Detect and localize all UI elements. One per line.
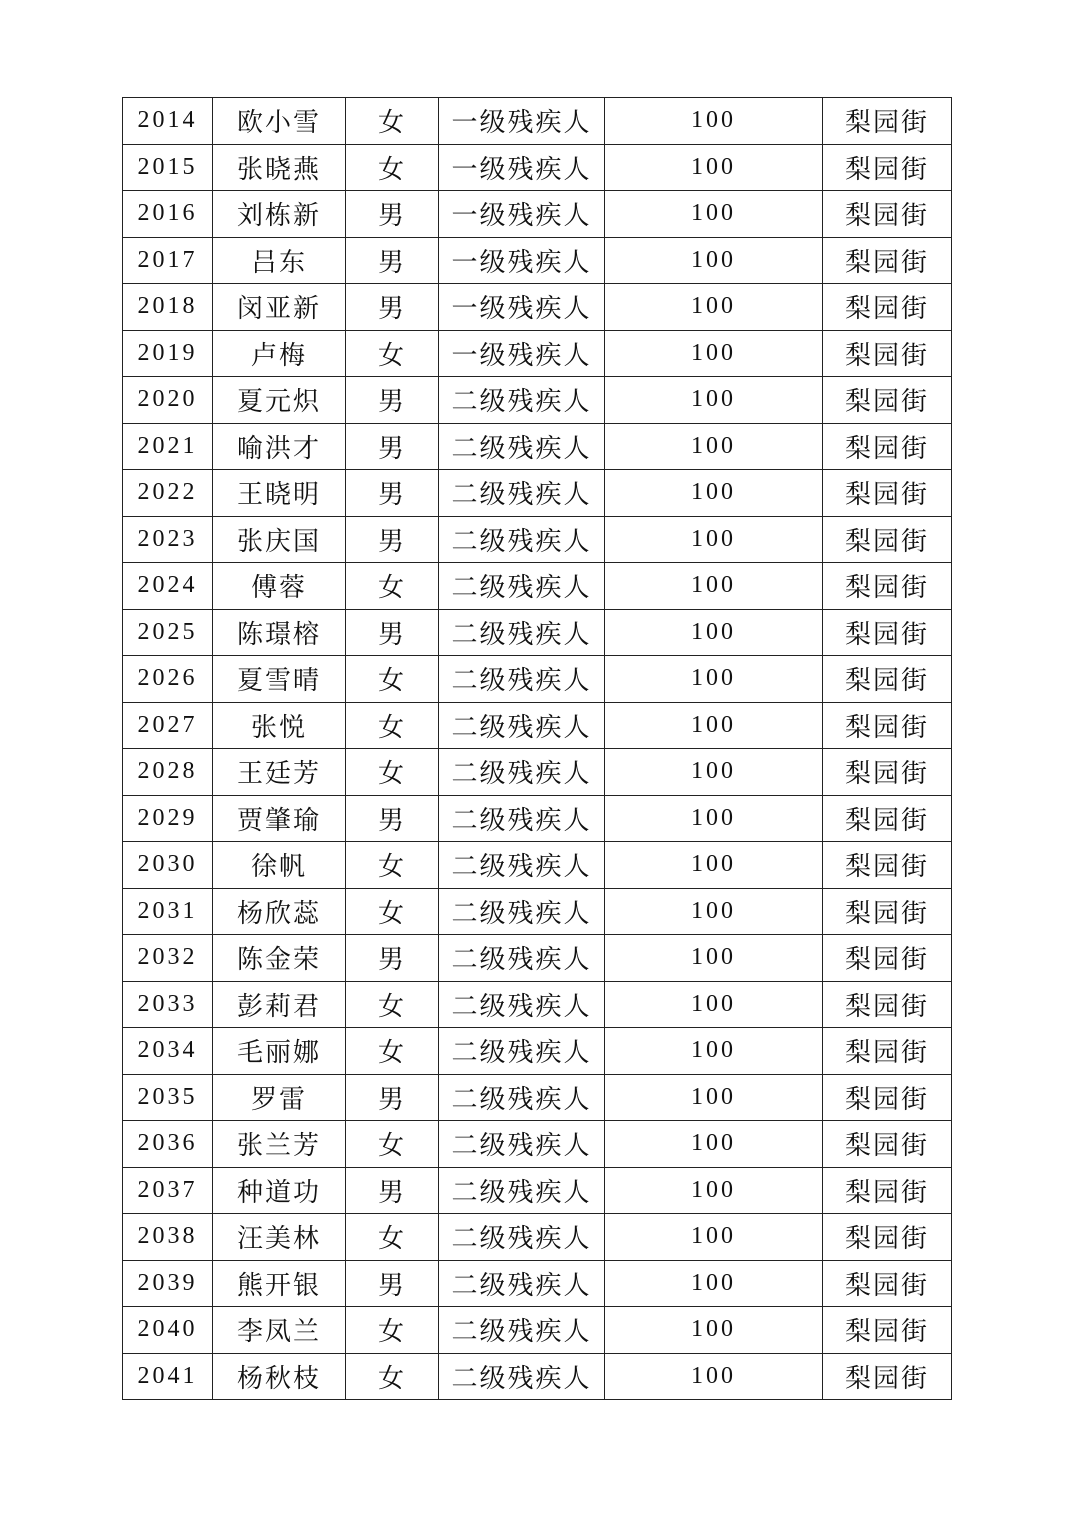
cell-level: 二级残疾人 (439, 470, 605, 517)
cell-level: 二级残疾人 (439, 795, 605, 842)
cell-amount: 100 (605, 330, 823, 377)
cell-amount: 100 (605, 935, 823, 982)
cell-amount: 100 (605, 1167, 823, 1214)
cell-name: 张悦 (213, 702, 346, 749)
cell-level: 一级残疾人 (439, 284, 605, 331)
cell-level: 一级残疾人 (439, 191, 605, 238)
cell-id: 2014 (123, 98, 213, 145)
cell-name: 张兰芳 (213, 1121, 346, 1168)
cell-gender: 女 (346, 1121, 439, 1168)
cell-gender: 男 (346, 935, 439, 982)
cell-street: 梨园街 (823, 795, 952, 842)
cell-street: 梨园街 (823, 423, 952, 470)
cell-name: 杨欣蕊 (213, 888, 346, 935)
cell-level: 二级残疾人 (439, 1167, 605, 1214)
cell-name: 卢梅 (213, 330, 346, 377)
table-row (123, 423, 952, 470)
cell-amount: 100 (605, 656, 823, 703)
table-row (123, 1167, 952, 1214)
roster-table (122, 97, 952, 1400)
cell-id: 2015 (123, 144, 213, 191)
cell-street: 梨园街 (823, 377, 952, 424)
table-row (123, 888, 952, 935)
cell-name: 欧小雪 (213, 98, 346, 145)
cell-amount: 100 (605, 377, 823, 424)
cell-gender: 男 (346, 191, 439, 238)
cell-level: 二级残疾人 (439, 842, 605, 889)
cell-level: 二级残疾人 (439, 1074, 605, 1121)
cell-name: 张庆国 (213, 516, 346, 563)
cell-id: 2041 (123, 1353, 213, 1400)
cell-gender: 女 (346, 888, 439, 935)
cell-gender: 男 (346, 237, 439, 284)
cell-gender: 女 (346, 330, 439, 377)
cell-id: 2036 (123, 1121, 213, 1168)
cell-id: 2033 (123, 981, 213, 1028)
cell-amount: 100 (605, 144, 823, 191)
table-row (123, 330, 952, 377)
cell-level: 二级残疾人 (439, 1028, 605, 1075)
table-row (123, 1307, 952, 1354)
cell-gender: 女 (346, 1353, 439, 1400)
cell-name: 毛丽娜 (213, 1028, 346, 1075)
cell-gender: 女 (346, 1307, 439, 1354)
table-row (123, 609, 952, 656)
cell-id: 2039 (123, 1260, 213, 1307)
cell-id: 2037 (123, 1167, 213, 1214)
cell-street: 梨园街 (823, 144, 952, 191)
cell-amount: 100 (605, 981, 823, 1028)
cell-name: 贾肇瑜 (213, 795, 346, 842)
cell-name: 喻洪才 (213, 423, 346, 470)
cell-street: 梨园街 (823, 1353, 952, 1400)
cell-gender: 男 (346, 1260, 439, 1307)
cell-amount: 100 (605, 470, 823, 517)
cell-gender: 男 (346, 609, 439, 656)
cell-id: 2034 (123, 1028, 213, 1075)
cell-level: 二级残疾人 (439, 981, 605, 1028)
cell-amount: 100 (605, 1307, 823, 1354)
cell-gender: 男 (346, 377, 439, 424)
cell-level: 二级残疾人 (439, 377, 605, 424)
cell-amount: 100 (605, 795, 823, 842)
cell-id: 2031 (123, 888, 213, 935)
cell-level: 一级残疾人 (439, 237, 605, 284)
cell-level: 一级残疾人 (439, 98, 605, 145)
cell-gender: 女 (346, 842, 439, 889)
cell-level: 二级残疾人 (439, 516, 605, 563)
cell-street: 梨园街 (823, 609, 952, 656)
cell-name: 王晓明 (213, 470, 346, 517)
cell-street: 梨园街 (823, 1121, 952, 1168)
table-row (123, 795, 952, 842)
cell-street: 梨园街 (823, 563, 952, 610)
cell-name: 吕东 (213, 237, 346, 284)
cell-gender: 男 (346, 516, 439, 563)
cell-id: 2028 (123, 749, 213, 796)
cell-street: 梨园街 (823, 749, 952, 796)
cell-gender: 男 (346, 795, 439, 842)
cell-gender: 女 (346, 702, 439, 749)
table-row (123, 842, 952, 889)
cell-gender: 女 (346, 144, 439, 191)
cell-street: 梨园街 (823, 1214, 952, 1261)
cell-street: 梨园街 (823, 1260, 952, 1307)
table-row (123, 98, 952, 145)
cell-level: 二级残疾人 (439, 749, 605, 796)
cell-gender: 女 (346, 1028, 439, 1075)
table-row (123, 1214, 952, 1261)
cell-amount: 100 (605, 191, 823, 238)
cell-street: 梨园街 (823, 702, 952, 749)
cell-level: 二级残疾人 (439, 1307, 605, 1354)
cell-amount: 100 (605, 284, 823, 331)
cell-id: 2022 (123, 470, 213, 517)
table-row (123, 377, 952, 424)
cell-gender: 男 (346, 284, 439, 331)
cell-id: 2024 (123, 563, 213, 610)
cell-street: 梨园街 (823, 1167, 952, 1214)
cell-amount: 100 (605, 98, 823, 145)
table-row (123, 563, 952, 610)
cell-amount: 100 (605, 1353, 823, 1400)
cell-level: 二级残疾人 (439, 1214, 605, 1261)
table-row (123, 1028, 952, 1075)
table-row (123, 516, 952, 563)
cell-id: 2020 (123, 377, 213, 424)
cell-gender: 女 (346, 656, 439, 703)
cell-gender: 男 (346, 470, 439, 517)
cell-level: 二级残疾人 (439, 563, 605, 610)
table-row (123, 284, 952, 331)
cell-name: 徐帆 (213, 842, 346, 889)
cell-name: 傅蓉 (213, 563, 346, 610)
cell-amount: 100 (605, 842, 823, 889)
table-row (123, 1121, 952, 1168)
cell-amount: 100 (605, 702, 823, 749)
cell-name: 闵亚新 (213, 284, 346, 331)
cell-id: 2030 (123, 842, 213, 889)
cell-id: 2035 (123, 1074, 213, 1121)
cell-level: 二级残疾人 (439, 423, 605, 470)
cell-street: 梨园街 (823, 888, 952, 935)
cell-amount: 100 (605, 1121, 823, 1168)
cell-name: 杨秋枝 (213, 1353, 346, 1400)
cell-name: 陈璟榕 (213, 609, 346, 656)
cell-id: 2029 (123, 795, 213, 842)
cell-level: 二级残疾人 (439, 1260, 605, 1307)
table-row (123, 1353, 952, 1400)
cell-amount: 100 (605, 888, 823, 935)
cell-street: 梨园街 (823, 981, 952, 1028)
cell-level: 二级残疾人 (439, 1353, 605, 1400)
cell-amount: 100 (605, 749, 823, 796)
cell-id: 2021 (123, 423, 213, 470)
cell-name: 彭莉君 (213, 981, 346, 1028)
cell-level: 二级残疾人 (439, 656, 605, 703)
cell-street: 梨园街 (823, 191, 952, 238)
cell-name: 夏雪晴 (213, 656, 346, 703)
cell-amount: 100 (605, 423, 823, 470)
cell-amount: 100 (605, 609, 823, 656)
table-row (123, 470, 952, 517)
cell-street: 梨园街 (823, 1307, 952, 1354)
cell-id: 2018 (123, 284, 213, 331)
cell-name: 李凤兰 (213, 1307, 346, 1354)
table-row (123, 935, 952, 982)
cell-level: 一级残疾人 (439, 330, 605, 377)
cell-amount: 100 (605, 516, 823, 563)
cell-id: 2027 (123, 702, 213, 749)
cell-gender: 男 (346, 1074, 439, 1121)
cell-amount: 100 (605, 563, 823, 610)
cell-street: 梨园街 (823, 284, 952, 331)
cell-gender: 女 (346, 981, 439, 1028)
cell-level: 二级残疾人 (439, 935, 605, 982)
cell-id: 2019 (123, 330, 213, 377)
cell-gender: 女 (346, 1214, 439, 1261)
cell-street: 梨园街 (823, 516, 952, 563)
table-row (123, 1260, 952, 1307)
table-row (123, 191, 952, 238)
cell-name: 罗雷 (213, 1074, 346, 1121)
cell-level: 一级残疾人 (439, 144, 605, 191)
cell-name: 夏元炽 (213, 377, 346, 424)
cell-street: 梨园街 (823, 935, 952, 982)
table-row (123, 749, 952, 796)
cell-name: 陈金荣 (213, 935, 346, 982)
cell-level: 二级残疾人 (439, 1121, 605, 1168)
cell-id: 2016 (123, 191, 213, 238)
cell-name: 汪美林 (213, 1214, 346, 1261)
cell-id: 2023 (123, 516, 213, 563)
cell-name: 熊开银 (213, 1260, 346, 1307)
cell-street: 梨园街 (823, 656, 952, 703)
cell-name: 刘栋新 (213, 191, 346, 238)
cell-gender: 女 (346, 749, 439, 796)
cell-id: 2017 (123, 237, 213, 284)
cell-street: 梨园街 (823, 330, 952, 377)
cell-amount: 100 (605, 237, 823, 284)
cell-id: 2032 (123, 935, 213, 982)
cell-level: 二级残疾人 (439, 888, 605, 935)
cell-street: 梨园街 (823, 98, 952, 145)
table-row (123, 1074, 952, 1121)
cell-street: 梨园街 (823, 1074, 952, 1121)
cell-level: 二级残疾人 (439, 609, 605, 656)
table-row (123, 144, 952, 191)
cell-level: 二级残疾人 (439, 702, 605, 749)
cell-amount: 100 (605, 1214, 823, 1261)
cell-gender: 男 (346, 423, 439, 470)
cell-name: 种道功 (213, 1167, 346, 1214)
cell-gender: 男 (346, 1167, 439, 1214)
cell-amount: 100 (605, 1260, 823, 1307)
table-row (123, 702, 952, 749)
cell-id: 2026 (123, 656, 213, 703)
cell-id: 2040 (123, 1307, 213, 1354)
cell-street: 梨园街 (823, 842, 952, 889)
cell-amount: 100 (605, 1028, 823, 1075)
roster-table-body (123, 98, 952, 1400)
cell-street: 梨园街 (823, 237, 952, 284)
table-row (123, 237, 952, 284)
cell-gender: 女 (346, 98, 439, 145)
cell-street: 梨园街 (823, 470, 952, 517)
cell-name: 张晓燕 (213, 144, 346, 191)
cell-name: 王廷芳 (213, 749, 346, 796)
cell-gender: 女 (346, 563, 439, 610)
cell-street: 梨园街 (823, 1028, 952, 1075)
cell-amount: 100 (605, 1074, 823, 1121)
table-row (123, 981, 952, 1028)
cell-id: 2038 (123, 1214, 213, 1261)
cell-id: 2025 (123, 609, 213, 656)
table-row (123, 656, 952, 703)
